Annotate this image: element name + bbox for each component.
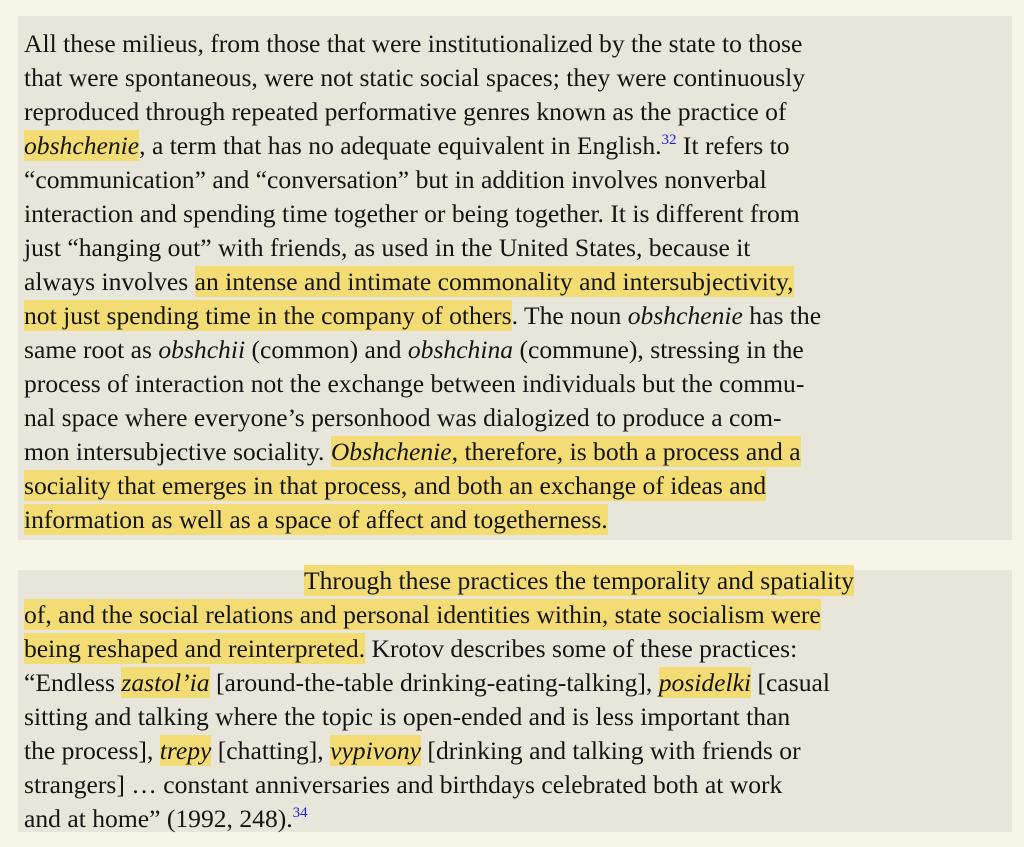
footnote-ref[interactable]: 34 <box>292 805 308 821</box>
highlight: of, and the social relations and personal identities within, state socialism were <box>24 600 821 629</box>
text-line: mon intersubjective sociality. Obshchenie, therefore, is both a process and a <box>24 437 801 466</box>
highlight: trepy <box>159 736 212 765</box>
highlight: an intense and intimate commonality and intersubjectivity, <box>194 267 794 296</box>
text-line <box>24 469 766 503</box>
highlight: Through these practices the temporality and spatiality <box>304 566 855 595</box>
text-line: not just spending time in the company of others. The noun obshchenie has the <box>24 301 822 330</box>
text-line: All these milieus, from those that were institutionalized by the state to those <box>24 29 803 58</box>
text-line: that were spontaneous, were not static social spaces; they were continuously <box>24 63 806 92</box>
text-line <box>304 564 854 598</box>
text-line: just “hanging out” with friends, as used in the United States, because it <box>24 233 751 262</box>
highlight: posidelki <box>658 668 752 697</box>
text-line: the process], trepy [chatting], vypivony [drinking and talking with friends or <box>24 736 801 765</box>
footnote-ref[interactable]: 32 <box>661 132 677 148</box>
text-line: “communication” and “conversation” but in addition involves nonverbal <box>24 165 767 194</box>
paragraph-2 <box>18 566 1012 833</box>
highlight: Obshchenie <box>330 437 452 466</box>
highlight: zastol’ia <box>121 668 210 697</box>
text-line: “Endless zastol’ia [around-the-table drinking-eating-talking], posidelki [casual <box>24 668 830 697</box>
highlight: being reshaped and reinterpreted. <box>24 634 366 663</box>
text-line: being reshaped and reinterpreted. Krotov describes some of these practices: <box>24 634 798 663</box>
paragraph-1 <box>18 16 1012 540</box>
text-line: same root as obshchii (common) and obshchina (commune), stressing in the <box>24 335 804 364</box>
highlight: , therefore, is both a process and a <box>451 437 801 466</box>
text-line: always involves an intense and intimate commonality and intersubjectivity, <box>24 267 794 296</box>
text-line: interaction and spending time together or being together. It is different from <box>24 199 800 228</box>
text-line: process of interaction not the exchange between individuals but the commu- <box>24 369 805 398</box>
highlight: sociality that emerges in that process, and both an exchange of ideas and <box>24 471 767 500</box>
text-line: nal space where everyone’s personhood was dialogized to produce a com- <box>24 403 782 432</box>
text-line: obshchenie, a term that has no adequate equivalent in English.$^{32}$ It refers to <box>24 131 790 160</box>
highlight: vypivony <box>330 736 422 765</box>
highlight: obshchenie <box>24 131 140 160</box>
text-line: sitting and talking where the topic is open-ended and is less important than <box>24 702 791 731</box>
highlight: information as well as a space of affect and togetherness. <box>24 505 608 534</box>
text-line: reproduced through repeated performative genres known as the practice of <box>24 97 787 126</box>
highlight: not just spending time in the company of others <box>24 301 512 330</box>
text-line <box>24 503 608 537</box>
text-line: and at home” (1992, 248).$^{34}$ <box>24 804 308 833</box>
text-line <box>24 598 821 632</box>
text-line: strangers] … constant anniversaries and birthdays celebrated both at work <box>24 770 783 799</box>
